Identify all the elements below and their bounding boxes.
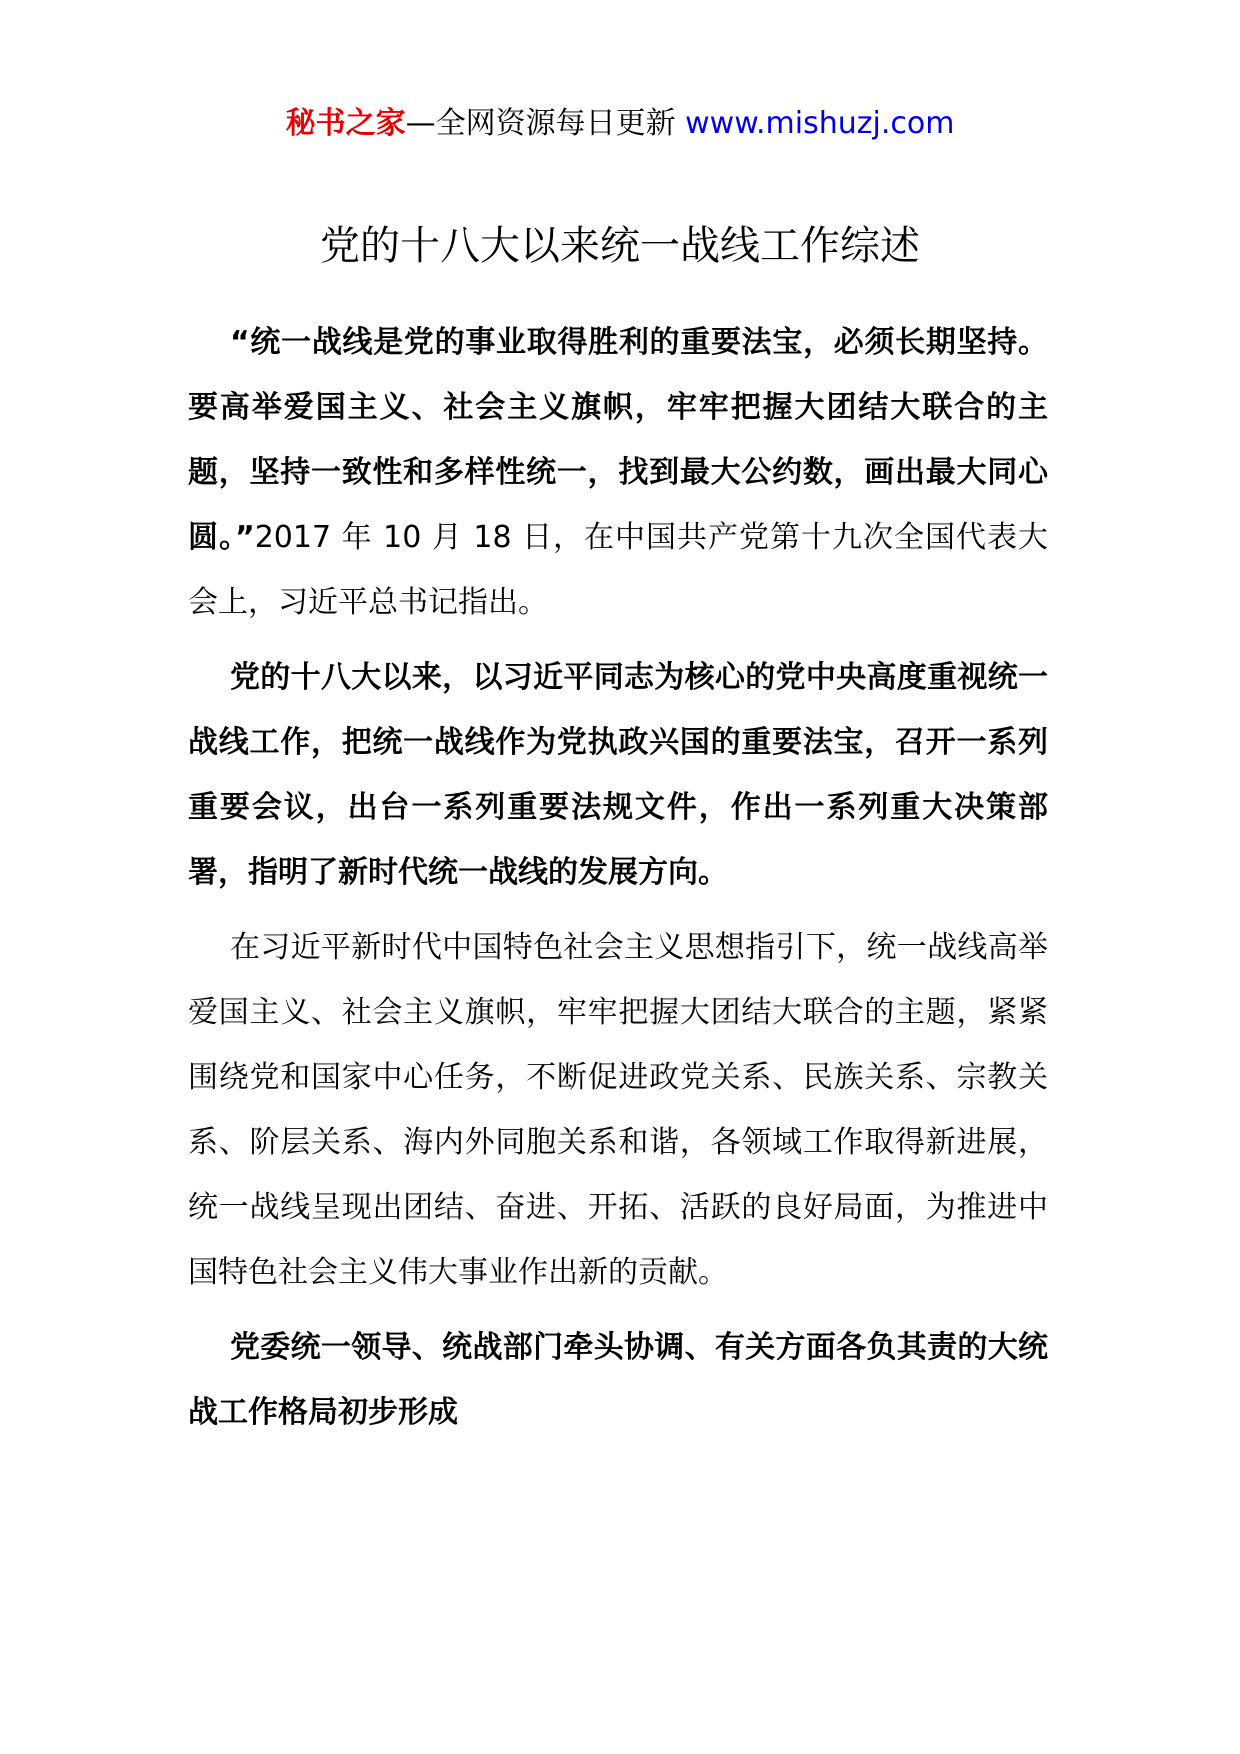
site-tagline: —全网资源每日更新 [405, 106, 676, 141]
paragraph-1-normal: 2017 年 10 月 18 日，在中国共产党第十九次全国代表大会上，习近平总书记指出。 [188, 520, 1048, 620]
paragraph-3 [188, 915, 1048, 1305]
document-title: 党的十八大以来统一战线工作综述 [320, 223, 920, 269]
site-url-link[interactable]: www.mishuzj.com [685, 106, 955, 141]
section-heading [188, 1315, 1048, 1445]
paragraph-1 [188, 310, 1048, 635]
paragraph-2-bold: 党的十八大以来，以习近平同志为核心的党中央高度重视统一战线工作，把统一战线作为党执政兴国的重要法宝，召开一系列重要会议，出台一系列重要法规文件，作出一系列重大决策部署，指明了新时代统一战线的发展方向。 [188, 660, 1048, 890]
section-heading-text: 党委统一领导、统战部门牵头协调、有关方面各负其责的大统战工作格局初步形成 [188, 1330, 1048, 1430]
paragraph-2 [188, 645, 1048, 905]
paragraph-3-normal: 在习近平新时代中国特色社会主义思想指引下，统一战线高举爱国主义、社会主义旗帜，牢牢把握大团结大联合的主题，紧紧围绕党和国家中心任务，不断促进政党关系、民族关系、宗教关系、阶层关系、海内外同胞关系和谐，各领域工作取得新进展，统一战线呈现出团结、奋进、开拓、活跃的良好局面，为推进中国特色社会主义伟大事业作出新的贡献。 [188, 930, 1048, 1290]
site-brand: 秘书之家 [285, 106, 406, 141]
document-body [188, 310, 1048, 1445]
site-header [0, 102, 1240, 146]
paragraph-1-bold: “统一战线是党的事业取得胜利的重要法宝，必须长期坚持。要高举爱国主义、社会主义旗帜，牢牢把握大团结大联合的主题，坚持一致性和多样性统一，找到最大公约数，画出最大同心圆。” [188, 325, 1048, 555]
